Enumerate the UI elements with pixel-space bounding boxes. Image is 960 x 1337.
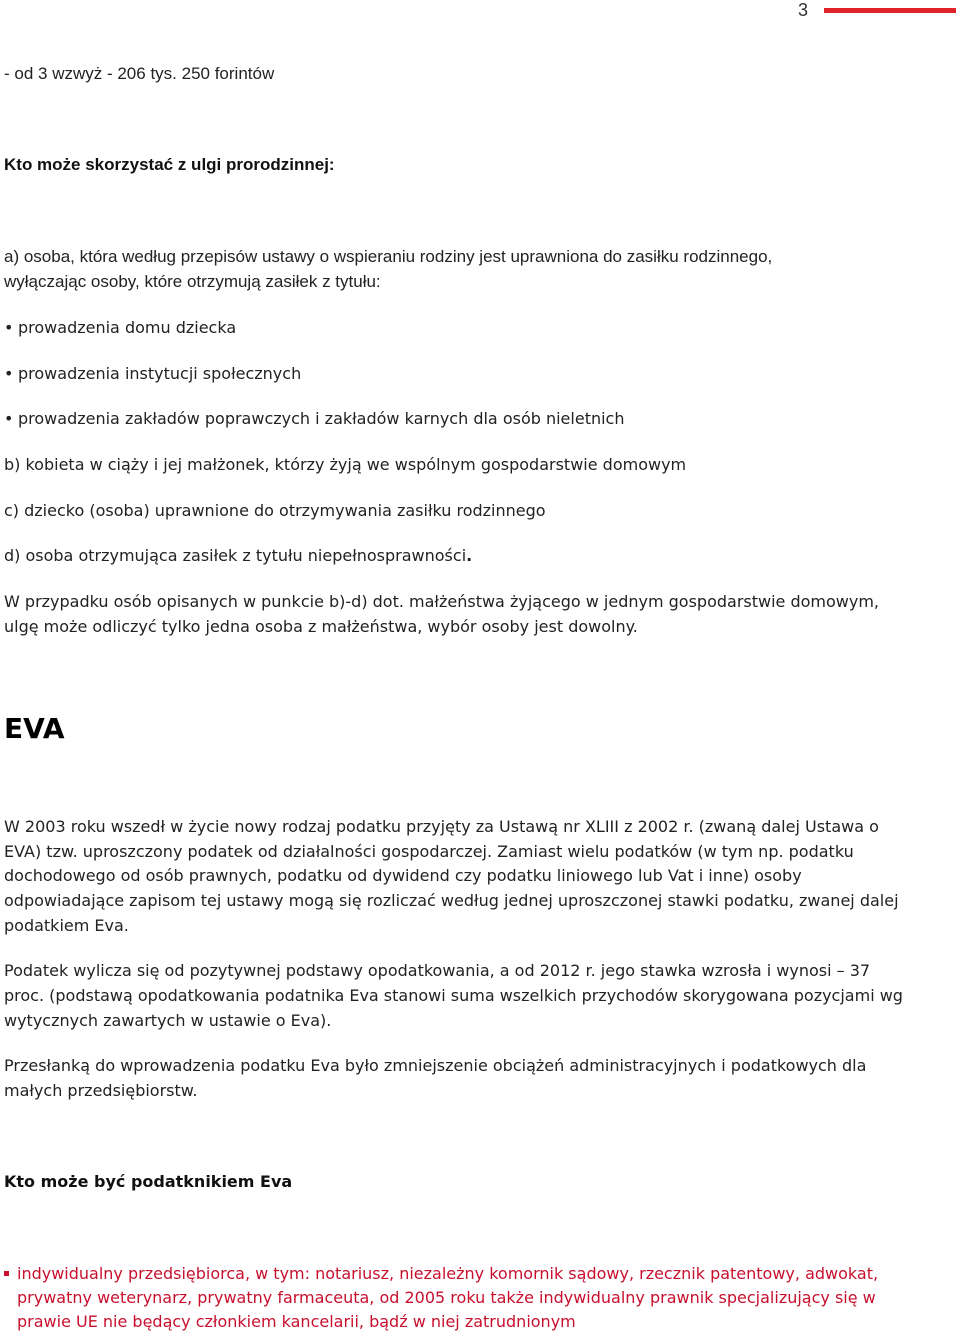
- list-item-text: prowadzenia instytucji społecznych: [18, 364, 302, 383]
- red-square-bullet-icon: [4, 1271, 9, 1276]
- page-number: 3: [798, 0, 809, 20]
- list-item: [4, 318, 236, 337]
- red-list-line: indywidualny przedsiębiorca, w tym: notariusz, niezależny komornik sądowy, rzecznik patentowy, adwokat,: [17, 1264, 879, 1283]
- note-line-1: W przypadku osób opisanych w punkcie b)-d) dot. małżeństwa żyjącego w jednym gospodarstwie domowym,: [4, 592, 880, 611]
- header-accent-bar: [824, 8, 956, 13]
- bullet-dot-icon: •: [4, 409, 14, 428]
- bullet-dot-icon: •: [4, 364, 14, 383]
- eva-p1-line: dochodowego od osób prawnych, podatku od dywidend czy podatku liniowego lub Vat i inne) osoby: [4, 866, 802, 885]
- eva-p1-line: W 2003 roku wszedł w życie nowy rodzaj podatku przyjęty za Ustawą nr XLIII z 2002 r. (zwaną dalej Ustawa o: [4, 817, 879, 836]
- item-d-period: .: [466, 546, 473, 565]
- eva-p3-line: małych przedsiębiorstw.: [4, 1081, 198, 1100]
- list-item-text: prowadzenia zakładów poprawczych i zakładów karnych dla osób nieletnich: [18, 409, 625, 428]
- eva-p2-line: Podatek wylicza się od pozytywnej podstawy opodatkowania, a od 2012 r. jego stawka wzrosła i wynosi – 37: [4, 961, 871, 980]
- item-b: b) kobieta w ciąży i jej małżonek, którzy żyją we wspólnym gospodarstwie domowym: [4, 455, 687, 474]
- note-line-2: ulgę może odliczyć tylko jedna osoba z małżeństwa, wybór osoby jest dowolny.: [4, 617, 638, 636]
- eva-p2-line: wytycznych zawartych w ustawie o Eva).: [4, 1011, 332, 1030]
- item-d-text: d) osoba otrzymująca zasiłek z tytułu niepełnosprawności: [4, 546, 467, 565]
- para-a-line-2: wyłączając osoby, które otrzymują zasiłek z tytułu:: [4, 272, 381, 291]
- para-a-line-1: a) osoba, która według przepisów ustawy o wspieraniu rodziny jest uprawniona do zasiłku rodzinnego,: [4, 247, 773, 266]
- section-heading-who: Kto może być podatknikiem Eva: [4, 1172, 293, 1191]
- eva-p3-line: Przesłanką do wprowadzenia podatku Eva było zmniejszenie obciążeń administracyjnych i podatkowych dla: [4, 1056, 867, 1075]
- item-d: [4, 546, 472, 565]
- eva-p2-line: proc. (podstawą opodatkowania podatnika Eva stanowi suma wszelkich przychodów skorygowana pozycjami wg: [4, 986, 903, 1005]
- intro-line: - od 3 wzwyż - 206 tys. 250 forintów: [4, 64, 275, 83]
- list-item: [4, 409, 624, 428]
- bullet-dot-icon: •: [4, 318, 14, 337]
- item-c: c) dziecko (osoba) uprawnione do otrzymywania zasiłku rodzinnego: [4, 501, 546, 520]
- eva-p1-line: odpowiadające zapisom tej ustawy mogą się rozliczać według jednej uproszczonej stawki podatku, zwanej dalej: [4, 891, 899, 910]
- red-list-line: prywatny weterynarz, prywatny farmaceuta, od 2005 roku także indywidualny prawnik specjalizujący się w: [17, 1288, 876, 1307]
- red-list-line: prawie UE nie będący członkiem kancelarii, bądź w niej zatrudnionym: [17, 1312, 576, 1331]
- eva-p1-line: EVA) tzw. uproszczony podatek od działalności gospodarczej. Zamiast wielu podatków (w tym np. podatku: [4, 842, 854, 861]
- section-heading-ulga: Kto może skorzystać z ulgi prorodzinnej:: [4, 155, 335, 174]
- eva-p1-line: podatkiem Eva.: [4, 916, 129, 935]
- section-heading-eva: EVA: [4, 712, 65, 745]
- list-item-text: prowadzenia domu dziecka: [18, 318, 237, 337]
- list-item: [4, 364, 301, 383]
